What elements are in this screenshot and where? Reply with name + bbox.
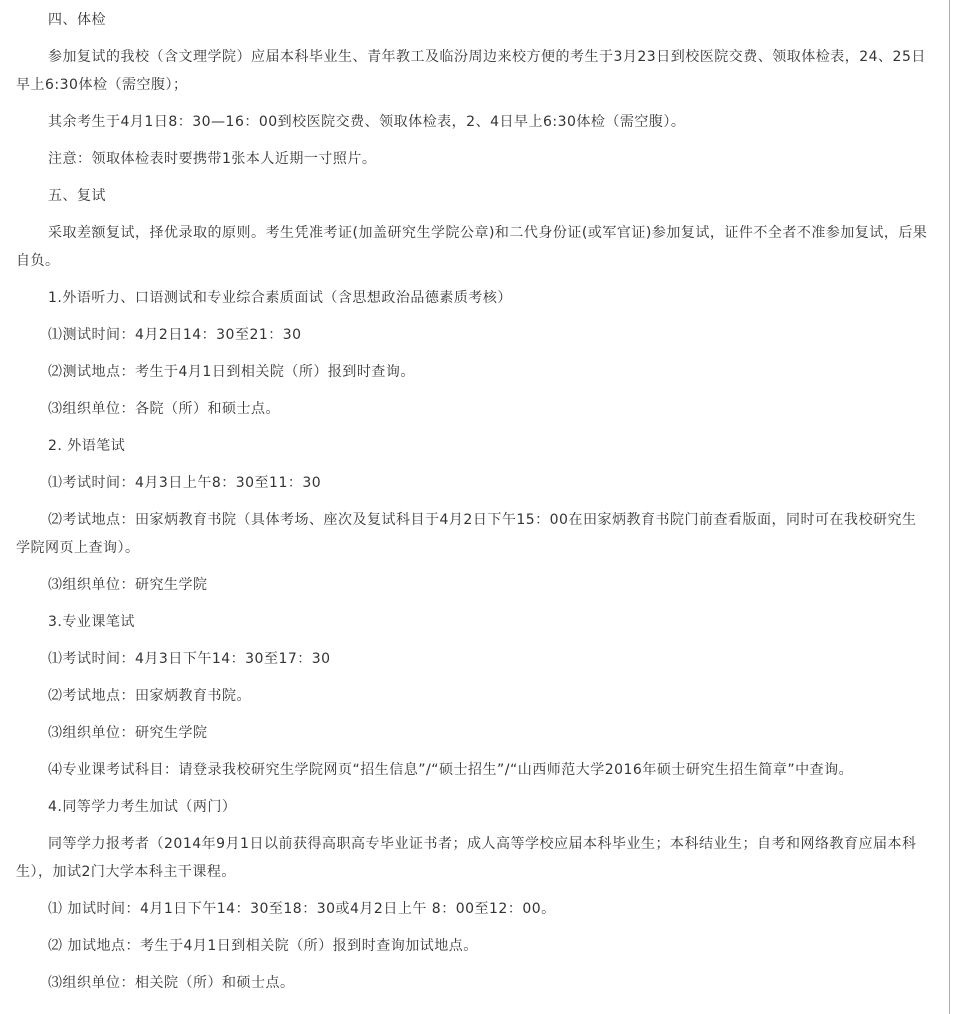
list-item: ⑴考试时间：4月3日下午14：30至17：30 xyxy=(48,651,331,667)
list-item: ⑷专业课考试科目：请登录我校研究生学院网页“招生信息”/“硕士招生”/“山西师范大学2016年硕士研究生招生简章”中查询。 xyxy=(48,762,854,778)
content-frame-border xyxy=(949,0,950,1014)
subheading: 3.专业课笔试 xyxy=(48,614,135,630)
paragraph: 同等学力报考者（2014年9月1日以前获得高职高专毕业证书者；成人高等学校应届本科毕业生；本科结业生；自考和网络教育应届本科生），加试2门大学本科主干课程。 xyxy=(16,836,917,880)
subheading: 4.同等学力考生加试（两门） xyxy=(48,799,237,815)
section-heading-retest: 五、复试 xyxy=(48,188,106,204)
list-item: ⑶组织单位：各院（所）和硕士点。 xyxy=(48,401,280,417)
section-heading-physical-exam: 四、体检 xyxy=(48,12,106,28)
list-item: ⑵考试地点：田家炳教育书院。 xyxy=(48,688,251,704)
paragraph: 其余考生于4月1日8：30—16：00到校医院交费、领取体检表，2、4日早上6:30体检（需空腹）。 xyxy=(48,114,686,130)
list-item: ⑶组织单位：相关院（所）和硕士点。 xyxy=(48,975,295,991)
list-item: ⑵考试地点：田家炳教育书院（具体考场、座次及复试科目于4月2日下午15：00在田家炳教育书院门前查看版面，同时可在我校研究生学院网页上查询）。 xyxy=(16,512,917,556)
list-item: ⑴测试时间：4月2日14：30至21：30 xyxy=(48,327,302,343)
paragraph: 参加复试的我校（含文理学院）应届本科毕业生、青年教工及临汾周边来校方便的考生于3月23日到校医院交费、领取体检表，24、25日早上6:30体检（需空腹）； xyxy=(16,49,926,93)
list-item: ⑵测试地点：考生于4月1日到相关院（所）报到时查询。 xyxy=(48,364,415,380)
subheading: 1.外语听力、口语测试和专业综合素质面试（含思想政治品德素质考核） xyxy=(48,290,512,306)
list-item: ⑶组织单位：研究生学院 xyxy=(48,577,208,593)
paragraph: 采取差额复试，择优录取的原则。考生凭准考证(加盖研究生学院公章)和二代身份证(或军官证)参加复试，证件不全者不准参加复试，后果自负。 xyxy=(16,225,928,269)
list-item: ⑴ 加试时间：4月1日下午14：30至18：30或4月2日上午 8：00至12：00。 xyxy=(48,901,556,917)
paragraph: 注意：领取体检表时要携带1张本人近期一寸照片。 xyxy=(48,151,377,167)
subheading: 2. 外语笔试 xyxy=(48,438,126,454)
list-item: ⑴考试时间：4月3日上午8：30至11：30 xyxy=(48,475,322,491)
list-item: ⑵ 加试地点：考生于4月1日到相关院（所）报到时查询加试地点。 xyxy=(48,938,478,954)
list-item: ⑶组织单位：研究生学院 xyxy=(48,725,208,741)
article-body xyxy=(16,0,928,1006)
